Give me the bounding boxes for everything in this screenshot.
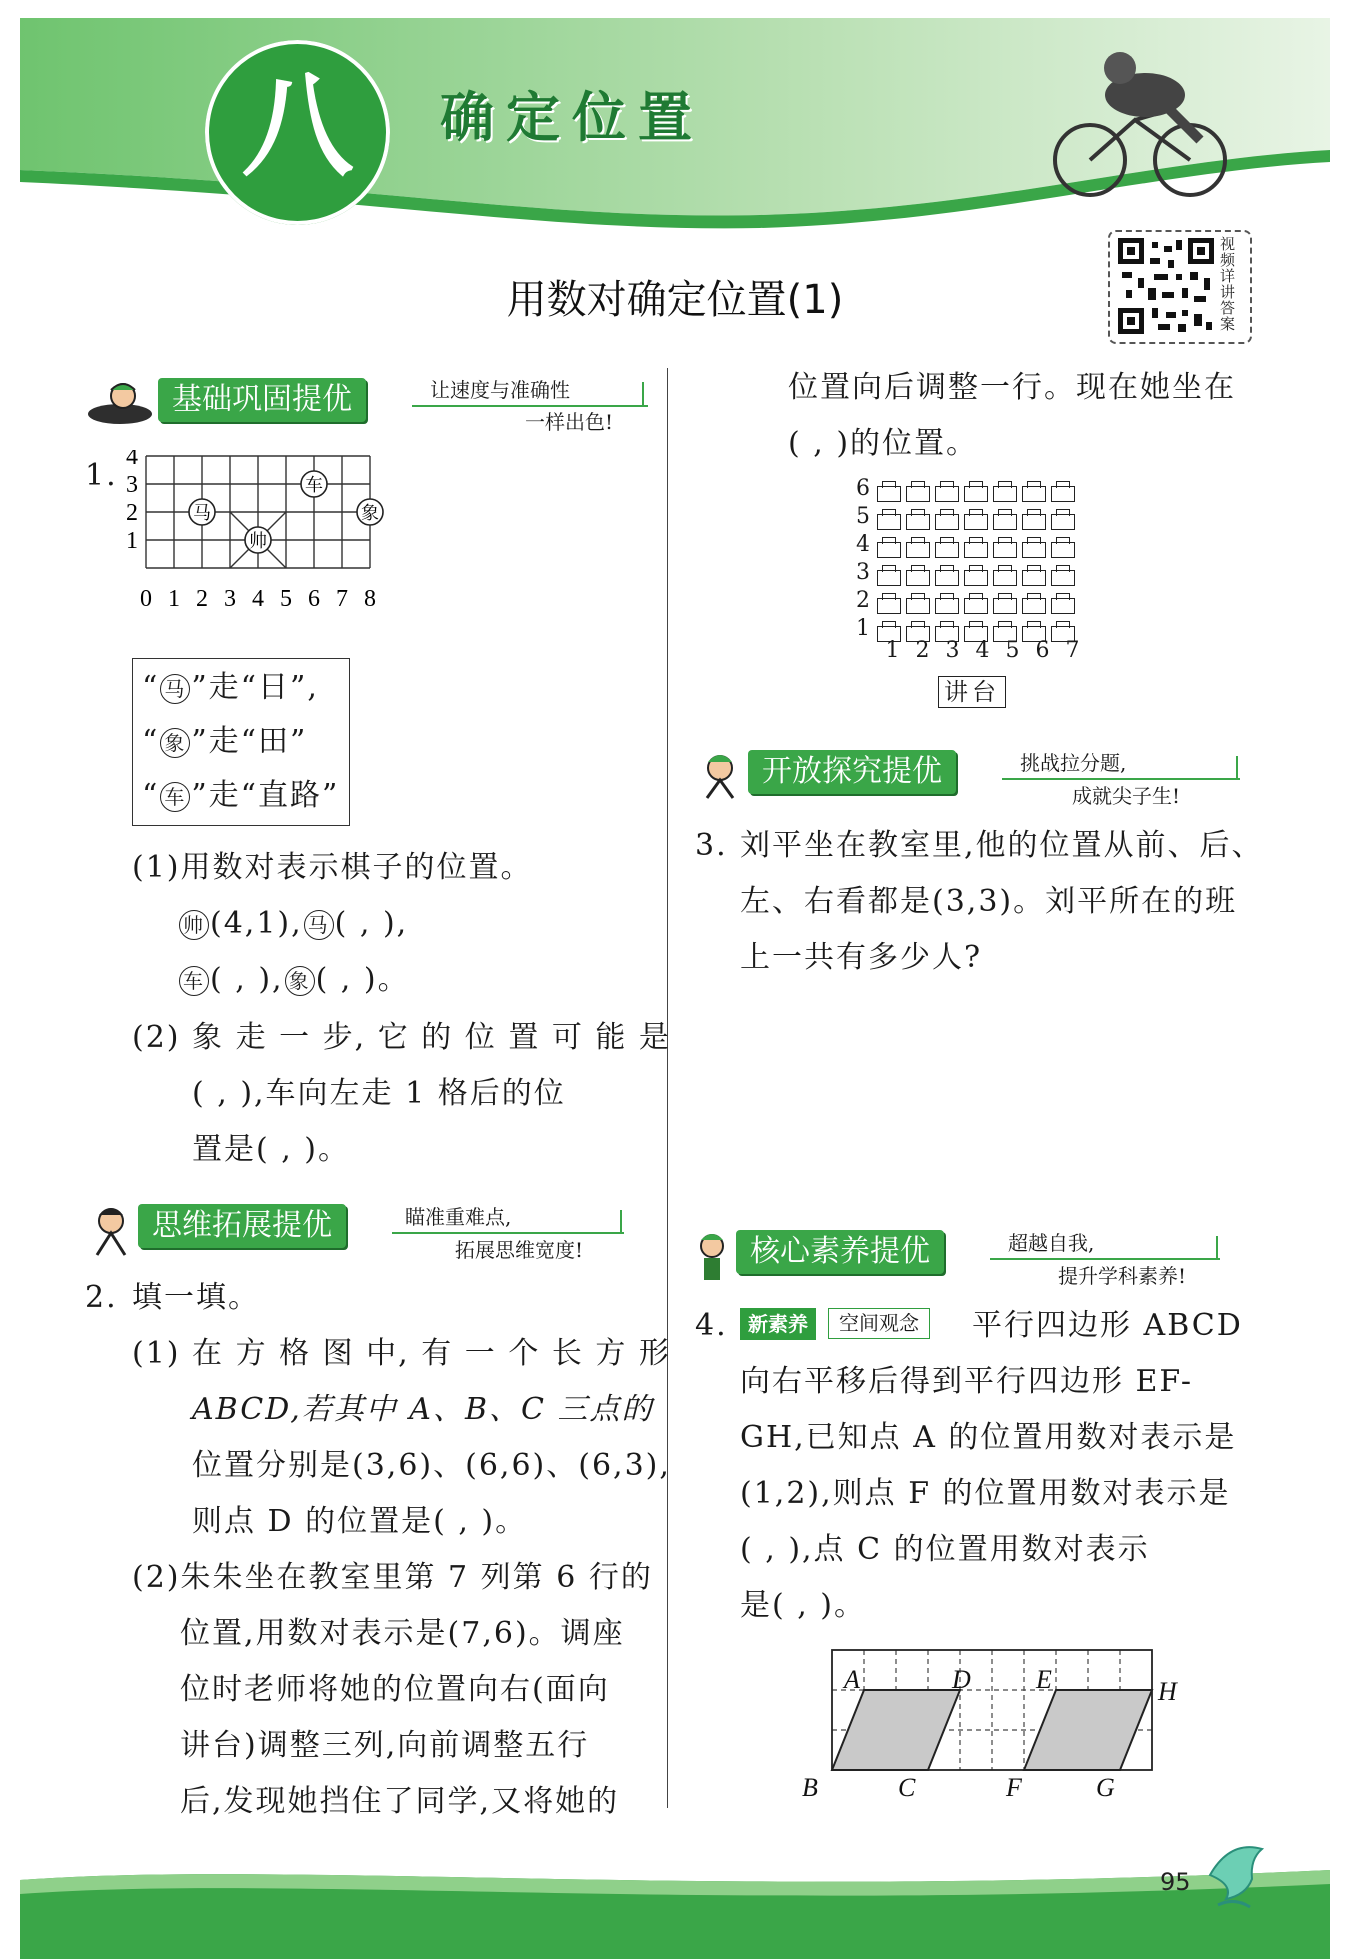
- seat-icon: [935, 598, 959, 614]
- q1-p1-line2: [178, 952, 410, 1008]
- q2-p1-line-3: 位置分别是(3,6)、(6,6)、(6,3),: [192, 1448, 671, 1483]
- q1-number: 1.: [85, 458, 118, 493]
- q2-p2-line-2: 位置,用数对表示是(7,6)。调座: [180, 1616, 625, 1651]
- seat-icon: [906, 514, 930, 530]
- seat-icon: [935, 570, 959, 586]
- seat-col-label: 5: [1005, 638, 1020, 663]
- seat-col-labels: [880, 638, 1085, 663]
- seat-icon: [964, 514, 988, 530]
- q2-number: 2.: [85, 1280, 118, 1315]
- q2-stem: 填一填。: [132, 1280, 260, 1315]
- section-basic-dot: [642, 382, 648, 406]
- seat-icon: [1051, 514, 1075, 530]
- seat-icon: [935, 542, 959, 558]
- section-open-rule: [1002, 778, 1240, 780]
- seat-col-label: 4: [975, 638, 990, 663]
- q1-p1-blank-che[interactable]: ( , ),: [210, 962, 284, 997]
- seat-col-label: 7: [1065, 638, 1080, 663]
- q4-line-1: 平行四边形 ABCD: [972, 1308, 1243, 1343]
- q2-p1-line-4[interactable]: 则点 D 的位置是( , )。: [192, 1504, 528, 1539]
- q3-line-1: 刘平坐在教室里,他的位置从前、后、: [740, 828, 1264, 863]
- label-e: E: [1036, 1665, 1052, 1694]
- board-x-label: 8: [364, 586, 376, 612]
- seat-icon: [906, 598, 930, 614]
- board-y-label: 2: [126, 500, 138, 526]
- q4-tag-topic: 空间观念: [828, 1308, 930, 1339]
- mascot-icon: [85, 1205, 137, 1261]
- q1-p2-line3[interactable]: 置是( , )。: [192, 1132, 351, 1167]
- seat-row-label: 3: [856, 560, 870, 585]
- piece-che-icon: 车: [160, 782, 190, 812]
- q4-line-2: 向右平移后得到平行四边形 EF-: [740, 1364, 1194, 1399]
- board-x-label: 2: [196, 586, 208, 612]
- seat-icon: [877, 598, 901, 614]
- q4-line-6[interactable]: 是( , )。: [740, 1588, 867, 1623]
- parallelogram-efgh: [1024, 1690, 1152, 1770]
- q1-p1-blank-xiang[interactable]: ( , )。: [315, 962, 410, 997]
- section-thinking-title: 思维拓展提优: [138, 1204, 346, 1248]
- section-open-slogan-1: 挑战拉分题,: [1020, 751, 1127, 775]
- seat-icon: [877, 570, 901, 586]
- q4-tag: 新素养: [740, 1308, 816, 1340]
- board-x-label: 1: [168, 586, 180, 612]
- q1-p1-blank-ma[interactable]: ( , ),: [334, 906, 409, 941]
- parallelogram-abcd: [832, 1690, 960, 1770]
- seat-icon: [877, 542, 901, 558]
- mascot-icon: [695, 752, 745, 802]
- section-basic-slogan-1: 让速度与准确性: [430, 378, 570, 402]
- seat-row: [856, 502, 1096, 530]
- seat-icon: [1051, 486, 1075, 502]
- piece-shuai-icon: 帅: [179, 910, 209, 940]
- chess-piece-label: 象: [361, 503, 379, 524]
- rule-1-open: “: [142, 670, 160, 705]
- seat-row: [856, 474, 1096, 502]
- seat-icon: [906, 486, 930, 502]
- q1-p2-line1: (2) 象 走 一 步, 它 的 位 置 可 能 是: [132, 1020, 671, 1055]
- seat-icon: [993, 514, 1017, 530]
- footer-banner: [0, 1840, 1350, 1959]
- section-thinking-slogan-2: 拓展思维宽度!: [455, 1238, 584, 1262]
- label-h: H: [1158, 1677, 1177, 1706]
- q1-p1-line1: [178, 896, 408, 952]
- section-basic-title: 基础巩固提优: [158, 378, 366, 422]
- seat-col-label: 2: [915, 638, 930, 663]
- page-number: 95: [1160, 1868, 1191, 1896]
- q2-p2-line-1: (2)朱朱坐在教室里第 7 列第 6 行的: [132, 1560, 653, 1595]
- rule-3-text: ”走“直路”: [191, 778, 340, 813]
- q1-p1-answer-shuai: (4,1),: [210, 906, 303, 941]
- label-c: C: [898, 1773, 916, 1800]
- q2-p2-line-3: 位时老师将她的位置向右(面向: [180, 1672, 610, 1707]
- q2-p1-line-2: ABCD,若其中 A、B、C 三点的: [192, 1392, 654, 1427]
- section-thinking-dot: [620, 1210, 626, 1234]
- chess-piece-label: 帅: [249, 531, 267, 552]
- q3-line-2: 左、右看都是(3,3)。刘平所在的班: [740, 884, 1238, 919]
- seat-icon: [1022, 542, 1046, 558]
- seat-col-label: 1: [885, 638, 900, 663]
- section-core-dot: [1216, 1236, 1222, 1260]
- piece-ma-icon: 马: [160, 674, 190, 704]
- cyclist-illustration: [1040, 40, 1250, 210]
- seat-icon: [964, 542, 988, 558]
- seat-icon: [1022, 514, 1046, 530]
- seat-row-label: 4: [856, 532, 870, 557]
- chess-piece-label: 车: [305, 475, 323, 496]
- board-x-label: 4: [252, 586, 264, 612]
- seat-row-label: 2: [856, 588, 870, 613]
- q2-p2-cont-2[interactable]: ( , )的位置。: [788, 426, 979, 461]
- q2-p1-line-1: (1) 在 方 格 图 中, 有 一 个 长 方 形: [132, 1336, 671, 1371]
- seat-icon: [906, 570, 930, 586]
- chapter-number: 八: [241, 62, 354, 192]
- board-x-label: 0: [140, 586, 152, 612]
- q3-line-3: 上一共有多少人?: [740, 940, 983, 975]
- seat-icon: [1051, 598, 1075, 614]
- seat-icon: [877, 514, 901, 530]
- q4-line-5[interactable]: ( , ),点 C 的位置用数对表示: [740, 1532, 1150, 1567]
- seat-icon: [993, 542, 1017, 558]
- seat-icon: [1022, 598, 1046, 614]
- section-basic-rule: [412, 405, 648, 407]
- q1-p1-stem: (1)用数对表示棋子的位置。: [132, 850, 533, 885]
- seat-icon: [964, 486, 988, 502]
- column-divider: [667, 368, 668, 1808]
- label-a: A: [844, 1665, 860, 1694]
- chessboard: [120, 450, 460, 640]
- q3-number: 3.: [695, 828, 728, 863]
- seat-row-label: 6: [856, 476, 870, 501]
- section-basic-slogan-2: 一样出色!: [525, 410, 614, 434]
- lesson-title: 用数对确定位置(1): [506, 277, 844, 323]
- seat-icon: [1022, 570, 1046, 586]
- seat-icon: [1022, 486, 1046, 502]
- rule-2-text: ”走“田”: [191, 724, 308, 759]
- section-core-slogan-1: 超越自我,: [1008, 1231, 1095, 1255]
- seat-icon: [993, 486, 1017, 502]
- section-open-dot: [1236, 756, 1242, 780]
- q3-answer-area[interactable]: [740, 990, 1260, 1190]
- q1-p2-line2[interactable]: ( , ),车向左走 1 格后的位: [192, 1076, 566, 1111]
- board-y-label: 1: [126, 528, 138, 554]
- q2-p2-line-4: 讲台)调整三列,向前调整五行: [180, 1728, 590, 1763]
- piece-xiang-icon: 象: [285, 966, 315, 996]
- seat-icon: [935, 486, 959, 502]
- dolphin-icon: [1200, 1835, 1270, 1915]
- section-thinking-slogan-1: 瞄准重难点,: [405, 1205, 512, 1229]
- seat-icon: [993, 598, 1017, 614]
- seat-row-label: 5: [856, 504, 870, 529]
- rule-2-open: “: [142, 724, 160, 759]
- section-open-slogan-2: 成就尖子生!: [1072, 784, 1181, 808]
- seat-icon: [993, 570, 1017, 586]
- chapter-title: 确定位置: [440, 86, 704, 149]
- section-core-slogan-2: 提升学科素养!: [1058, 1264, 1187, 1288]
- label-f: F: [1006, 1773, 1022, 1800]
- section-open-title: 开放探究提优: [748, 750, 956, 794]
- q4-line-3: GH,已知点 A 的位置用数对表示是: [740, 1420, 1237, 1455]
- rule-3: [142, 768, 339, 824]
- seat-row: [856, 586, 1096, 614]
- seat-row: [856, 558, 1096, 586]
- qr-code[interactable]: [1118, 238, 1214, 334]
- seat-icon: [906, 542, 930, 558]
- seat-row: [856, 530, 1096, 558]
- label-d: D: [952, 1665, 971, 1694]
- seat-grid: [856, 474, 1096, 642]
- seat-icon: [1051, 570, 1075, 586]
- label-b: B: [802, 1773, 818, 1800]
- parallelogram-figure: [800, 1640, 1200, 1800]
- rule-3-open: “: [142, 778, 160, 813]
- piece-ma-icon: 马: [304, 910, 334, 940]
- section-thinking-rule: [392, 1232, 624, 1234]
- section-core-title: 核心素养提优: [736, 1230, 944, 1274]
- q2-p2-line-5: 后,发现她挡住了同学,又将她的: [180, 1784, 620, 1819]
- podium-label: 讲台: [944, 678, 1000, 706]
- piece-xiang-icon: 象: [160, 728, 190, 758]
- seat-col-label: 6: [1035, 638, 1050, 663]
- mascot-icon: [85, 380, 155, 426]
- board-y-label: 3: [126, 472, 138, 498]
- seat-icon: [1051, 542, 1075, 558]
- board-x-label: 3: [224, 586, 236, 612]
- mascot-icon: [692, 1232, 732, 1284]
- rule-1: [142, 660, 319, 716]
- chess-piece-label: 马: [193, 503, 211, 524]
- seat-icon: [964, 598, 988, 614]
- seat-icon: [935, 514, 959, 530]
- qr-caption: 视频详讲答案: [1220, 235, 1236, 333]
- section-core-rule: [990, 1258, 1220, 1260]
- podium: [938, 676, 1006, 708]
- label-g: G: [1096, 1773, 1115, 1800]
- seat-icon: [877, 486, 901, 502]
- board-y-label: 4: [126, 450, 138, 470]
- piece-che-icon: 车: [179, 966, 209, 996]
- seat-icon: [964, 570, 988, 586]
- rule-2: [142, 714, 307, 770]
- board-x-label: 5: [280, 586, 292, 612]
- q4-line-4: (1,2),则点 F 的位置用数对表示是: [740, 1476, 1231, 1511]
- rule-1-text: ”走“日”,: [191, 670, 319, 705]
- seat-row-label: 1: [856, 616, 870, 641]
- q4-number: 4.: [695, 1308, 728, 1343]
- q2-p2-cont-1: 位置向后调整一行。现在她坐在: [788, 370, 1236, 405]
- seat-col-label: 3: [945, 638, 960, 663]
- board-x-label: 6: [308, 586, 320, 612]
- board-x-label: 7: [336, 586, 348, 612]
